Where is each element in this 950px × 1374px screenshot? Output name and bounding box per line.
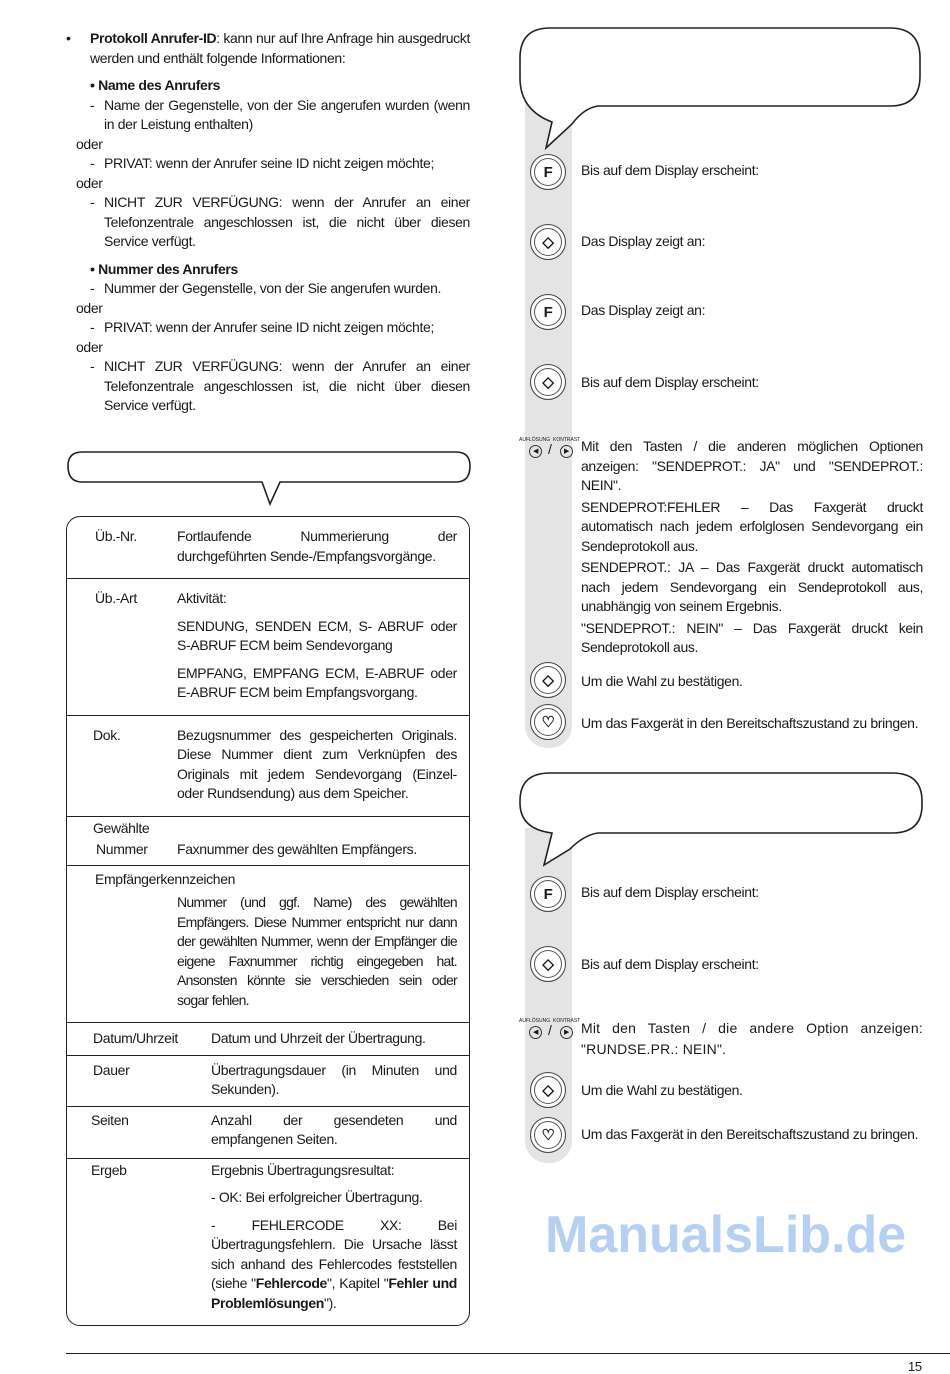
number-heading: • Nummer des Anrufers (90, 260, 238, 277)
report-fields-table (66, 516, 470, 1326)
or-text: oder (76, 338, 103, 355)
caller-id-section: • Protokoll Anrufer-ID: kann nur auf Ihre Anfrage hin ausgedruckt werden und enthält folgende Informationen: • Name des Anrufers - Name der Gegenstelle, von der Sie angerufen wurden (wenn in der Leistung enthalten) oder - PRIVAT: wenn der Anrufer seine ID nicht zeigen möchte; oder - NICHT ZUR VERFÜGUNG: wenn der Anrufer an einer Telefonzentrale angeschlossen ist, die nicht über diesen Service verfügt. • Nummer des Anrufers - Nummer der Gegenstelle, von der Sie angerufen wurden. oder - PRIVAT: wenn der Anrufer seine ID nicht zeigen möchte; oder - NICHT ZUR VERFÜGUNG: wenn der Anrufer an einer Telefonzentrale angeschlossen ist, die nicht über diesen Service verfügt. (66, 30, 470, 413)
name-heading: • Name des Anrufers (90, 77, 221, 93)
start-key-icon: ◇ (530, 662, 566, 698)
step-text: Bis auf dem Display erscheint: (581, 162, 759, 178)
list-item: PRIVAT: wenn der Anrufer seine ID nicht zeigen möchte; (104, 155, 434, 171)
row-label: Empfängerkennzeichen (95, 871, 236, 887)
options-text: Mit den Tasten / die andere Option anzeigen: "RUNDSE.PR.: NEIN". (581, 1020, 923, 1057)
step-text: Bis auf dem Display erscheint: (581, 884, 759, 900)
row-label: Seiten (91, 1111, 129, 1128)
right-arrow-icon: ▶ (560, 1026, 573, 1039)
intro-text: : kann nur auf Ihre Anfrage hin ausgedruckt werden und enthält folgende Informationen: (90, 30, 470, 66)
function-key-icon: F (530, 154, 566, 190)
left-arrow-icon: ◀ (529, 1026, 542, 1039)
step-text: Das Display zeigt an: (581, 302, 706, 318)
left-arrow-icon: ◀ (529, 445, 542, 458)
bullet: • (66, 30, 71, 46)
arrow-keys-icon: AUFLÖSUNG KONTRAST ◀ / ▶ (519, 1018, 581, 1038)
function-key-icon: F (530, 294, 566, 330)
or-text: oder (76, 299, 103, 316)
row-text: Nummer (und ggf. Name) des gewählten Empfängers. Diese Nummer entspricht nur dann der gewählten Nummer, wenn der Empfänger die eigene Faxnummer richtig eingegeben hat. Ansonsten könnte sie verschieden sein oder sogar fehlen. (177, 894, 457, 1008)
list-item: PRIVAT: wenn der Anrufer seine ID nicht zeigen möchte; (104, 319, 434, 335)
table-row (67, 1107, 469, 1159)
stop-key-icon: ♡ (530, 704, 566, 740)
empty-speech-bubble (518, 26, 924, 152)
list-item: NICHT ZUR VERFÜGUNG: wenn der Anrufer an einer Telefonzentrale angeschlossen ist, die nicht über diesen Service verfügt. (104, 358, 470, 413)
table-row (67, 517, 469, 579)
table-row (67, 866, 469, 1023)
list-item: Nummer der Gegenstelle, von der Sie angerufen wurden. (104, 280, 442, 296)
empty-speech-bubble (518, 771, 926, 867)
row-text: Bezugsnummer des gespeicherten Originals. Diese Nummer dient zum Verknüpfen des Originals mit jedem Sendevorgang (Einzel- oder Rundsendung) aus dem Speicher. (177, 726, 457, 801)
arrow-keys-icon: AUFLÖSUNG KONTRAST ◀ / ▶ (519, 437, 581, 457)
row-text: Datum und Uhrzeit der Übertragung. (211, 1030, 426, 1046)
or-text: oder (76, 135, 103, 152)
start-key-icon: ◇ (530, 364, 566, 400)
step-text: Um das Faxgerät in den Bereitschaftszustand zu bringen. (581, 715, 919, 731)
intro-heading: Protokoll Anrufer-ID (90, 30, 217, 46)
row-text: Fortlaufende Nummerierung der durchgeführten Sende-/Empfangsvorgänge. (177, 528, 457, 564)
right-arrow-icon: ▶ (560, 445, 573, 458)
step-text: Bis auf dem Display erscheint: (581, 374, 759, 390)
start-key-icon: ◇ (530, 946, 566, 982)
row-text: Anzahl der gesendeten und empfangenen Seiten. (211, 1111, 457, 1147)
options-text: Mit den Tasten / die anderen möglichen Optionen anzeigen: "SENDEPROT.: JA" und "SENDEPROT.: NEIN". SENDEPROT:FEHLER – Das Faxgerät druckt automatisch nach jedem erfolglosen Sendevorgang ein Sendeprotokoll aus. SENDEPROT.: JA – Das Faxgerät druckt automatisch nach jedem Sendevorgang ein Sendeprotokoll aus, unabhängig von seinem Ergebnis. "SENDEPROT.: NEIN" – Das Faxgerät druckt kein Sendeprotokoll aus. (581, 438, 923, 655)
row-text: Ergebnis Übertragungsresultat: (211, 1161, 395, 1178)
start-key-icon: ◇ (530, 1072, 566, 1108)
watermark: ManualsLib.de (545, 1206, 907, 1264)
page-number: 15 (908, 1359, 922, 1374)
step-text: Um das Faxgerät in den Bereitschaftszustand zu bringen. (581, 1126, 919, 1142)
function-key-icon: F (530, 876, 566, 912)
table-row (67, 579, 469, 716)
row-label: Datum/Uhrzeit (93, 1030, 178, 1046)
row-label: Üb.-Nr. (95, 528, 137, 544)
step-text: Um die Wahl zu bestätigen. (581, 1082, 743, 1098)
or-text: oder (76, 174, 103, 191)
table-row (67, 1056, 469, 1107)
row-label: Gewählte (93, 819, 150, 836)
table-row (67, 817, 469, 867)
stop-key-icon: ♡ (530, 1117, 566, 1153)
row-text: SENDUNG, SENDEN ECM, S- ABRUF oder S-ABRUF ECM beim Sendevorgang (177, 617, 457, 653)
table-row (67, 716, 469, 817)
row-text: Faxnummer des gewählten Empfängers. (177, 840, 417, 857)
table-row (67, 1023, 469, 1056)
step-text: Bis auf dem Display erscheint: (581, 956, 759, 972)
row-label: Üb.-Art (95, 590, 137, 606)
footer-rule (66, 1353, 950, 1354)
row-label: Dauer (93, 1061, 130, 1078)
row-label: Dok. (93, 726, 121, 743)
row-text: Aktivität: (177, 590, 227, 606)
start-key-icon: ◇ (530, 224, 566, 260)
row-label: Ergeb (91, 1161, 127, 1178)
row-text: Übertragungsdauer (in Minuten und Sekunden). (211, 1061, 457, 1097)
step-text: Das Display zeigt an: (581, 233, 706, 249)
row-text: EMPFANG, EMPFANG ECM, E-ABRUF oder E-ABRUF ECM beim Empfangsvorgang. (177, 664, 457, 700)
row-text: - FEHLERCODE XX: Bei Übertragungsfehlern. Die Ursache lässt sich anhand des Fehlercodes feststellen (siehe "Fehlercode", Kapitel "Fehler und Problemlösungen"). (211, 1216, 457, 1311)
list-item: NICHT ZUR VERFÜGUNG: wenn der Anrufer an einer Telefonzentrale angeschlossen ist, die nicht über diesen Service verfügt. (104, 194, 470, 249)
key-column-1 (525, 100, 572, 748)
list-item: Name der Gegenstelle, von der Sie angerufen wurden (wenn in der Leistung enthalten) (104, 96, 470, 132)
row-label: Nummer (96, 840, 148, 857)
row-text: - OK: Bei erfolgreicher Übertragung. (211, 1189, 423, 1205)
step-text: Um die Wahl zu bestätigen. (581, 673, 743, 689)
table-row (67, 1159, 469, 1326)
empty-speech-bubble (66, 450, 474, 510)
